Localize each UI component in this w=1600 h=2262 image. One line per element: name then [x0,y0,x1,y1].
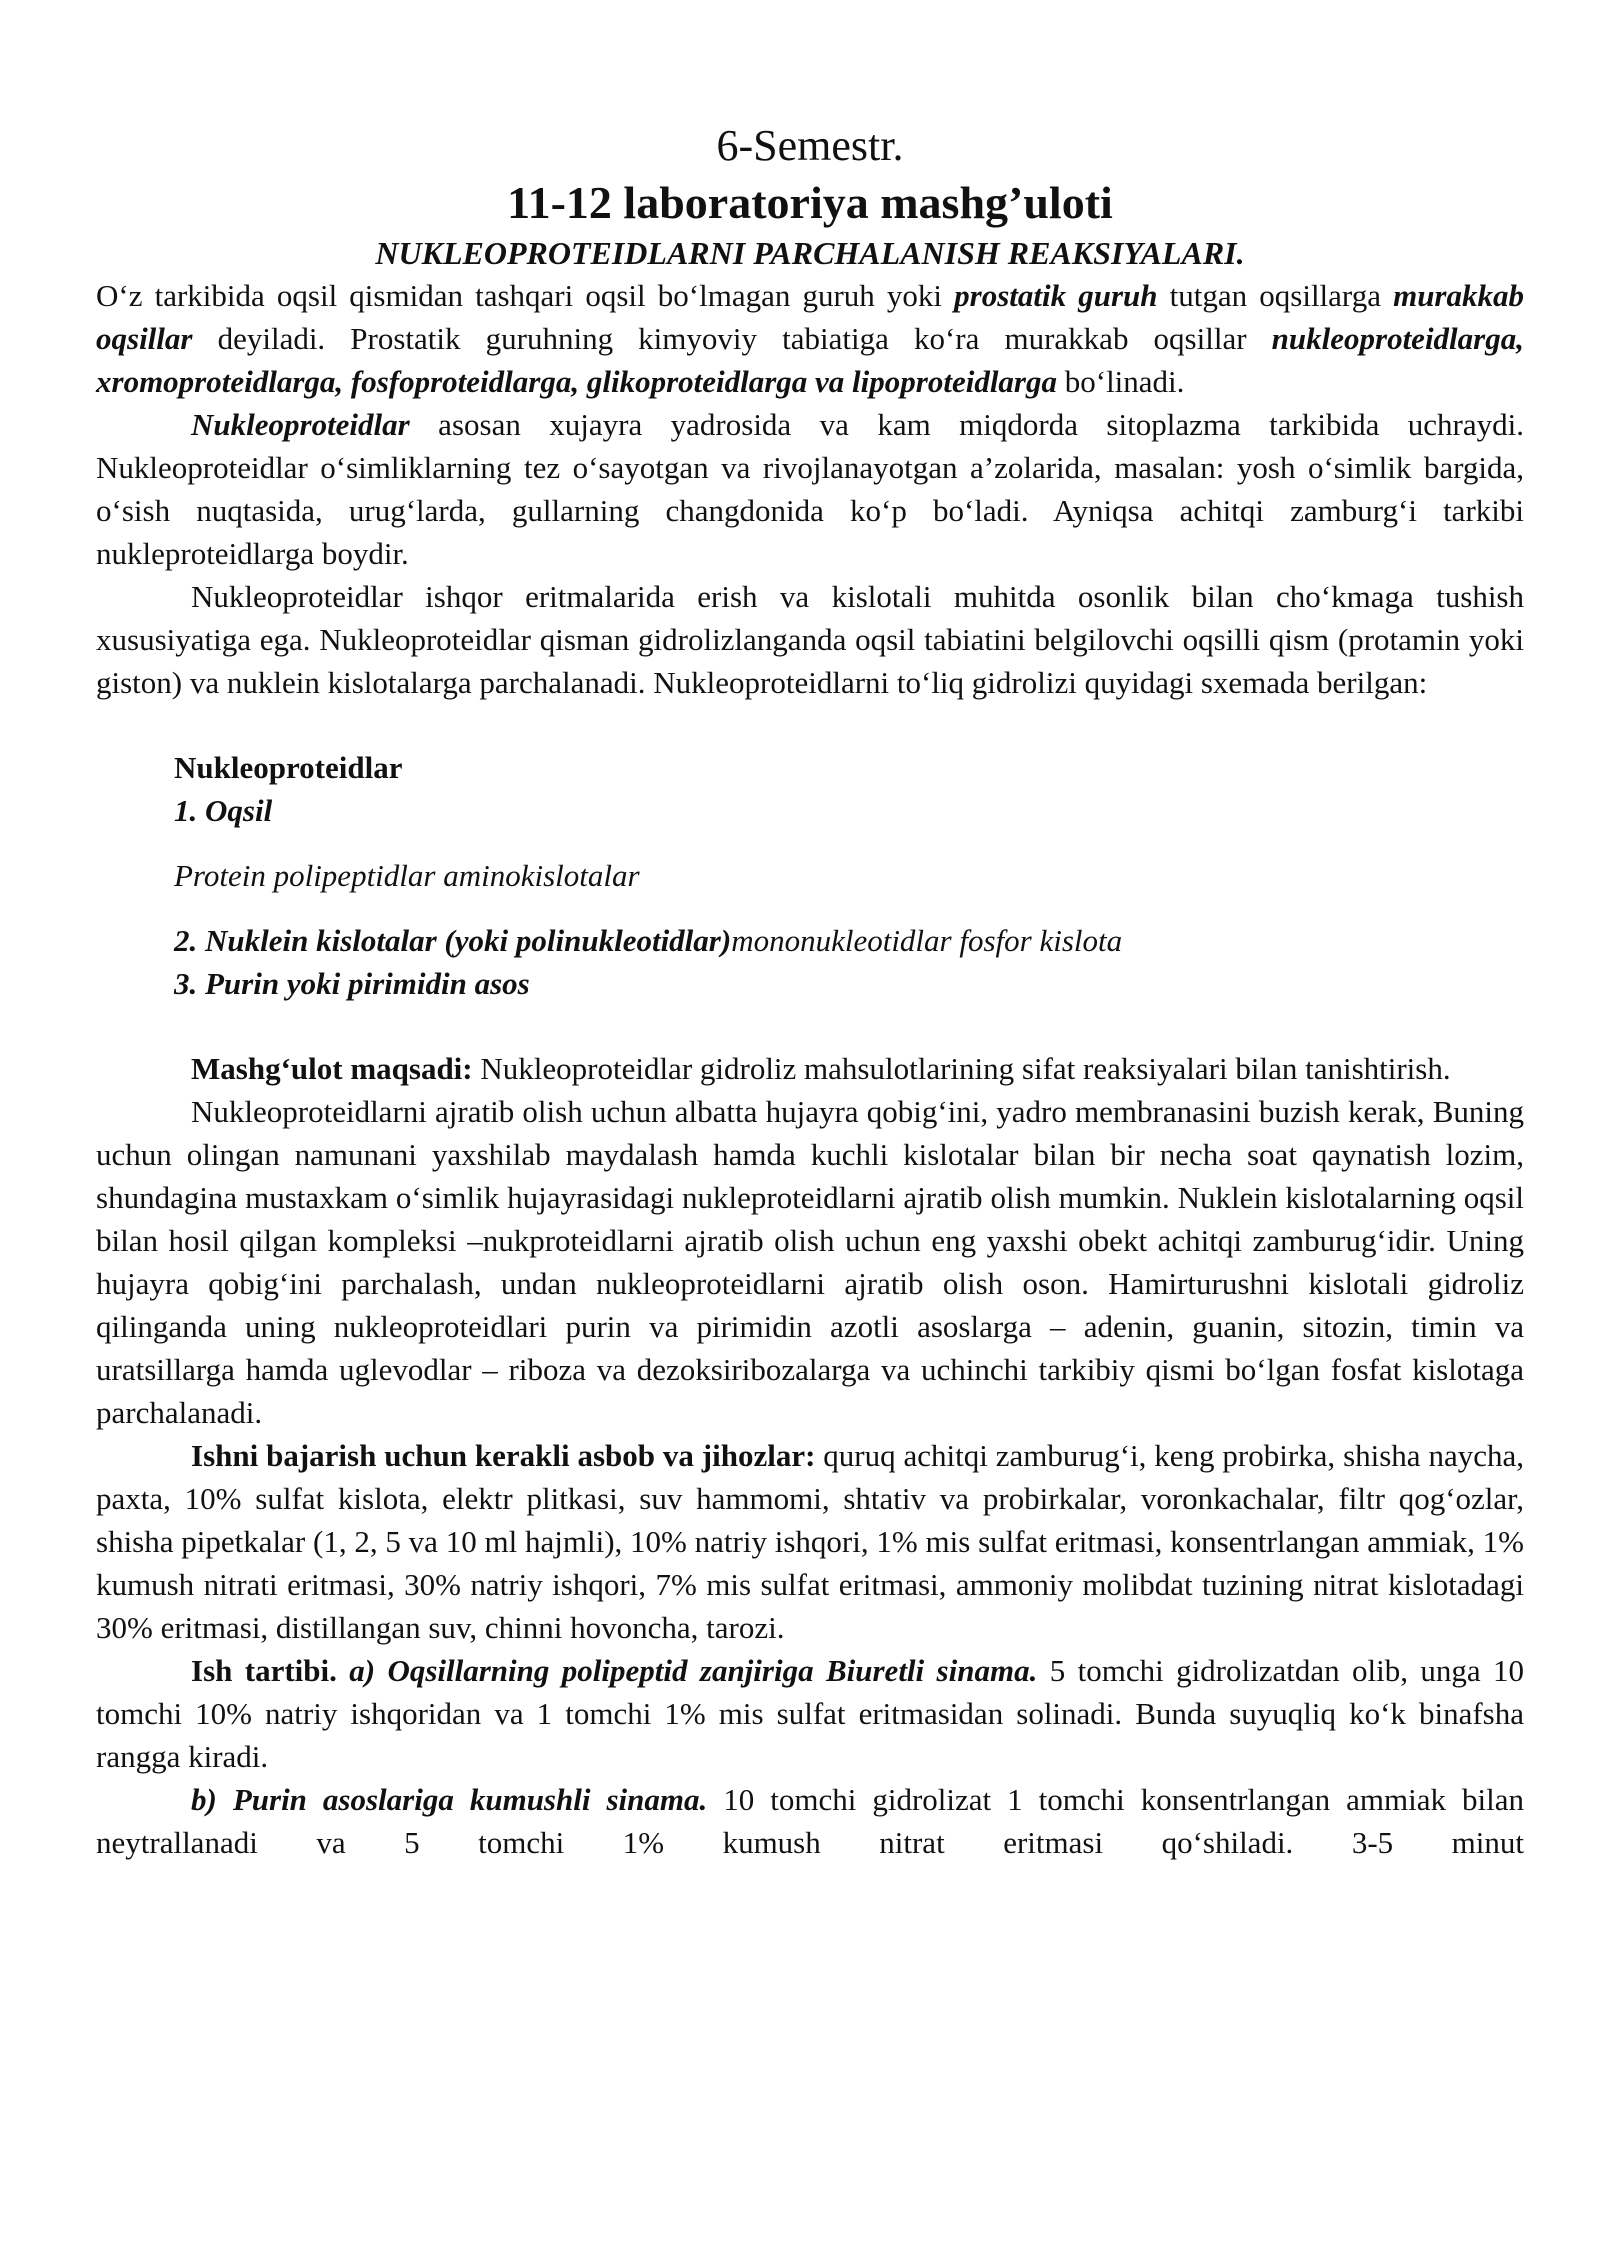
step-a-title: a) Oqsillarning polipeptid zanjiriga Biuretli sinama. [336,1653,1038,1688]
scheme-item-2-title: 2. Nuklein kislotalar (yoki polinukleotidlar) [174,923,732,958]
hydrolysis-scheme [174,746,1524,1005]
scheme-item-2-rest: mononukleotidlar fosfor kislota [731,923,1123,958]
scheme-item-1-sub: Protein polipeptidlar aminokislotalar [174,858,640,893]
intro-term-prostatik: prostatik guruh [954,278,1158,313]
equipment-label: Ishni bajarish uchun kerakli asbob va jihozlar: [191,1438,816,1473]
procedure-step-b [96,1778,1524,1864]
intro-text-1: O‘z tarkibida oqsil qismidan tashqari oqsil bo‘lmagan guruh yoki [96,278,955,313]
intro-text-2: tutgan oqsillarga [1157,278,1394,313]
goal-text: Nukleoproteidlar gidroliz mahsulotlarining sifat reaksiyalari bilan tanishtirish. [472,1051,1451,1086]
document-page [96,118,1524,1864]
equipment-paragraph [96,1434,1524,1649]
term-nukleoproteidlar: Nukleoproteidlar [191,407,410,442]
procedure-label: Ish tartibi. [191,1653,337,1688]
goal-paragraph [96,1047,1524,1090]
goal-label: Mashg‘ulot maqsadi: [191,1051,473,1086]
paragraph-isolation: Nukleoproteidlarni ajratib olish uchun albatta hujayra qobig‘ini, yadro membranasini buzish kerak, Buning uchun olingan namunani yaxshilab maydalash hamda kuchli kislotalar bilan bir necha soat qaynatish lozim, shundagina mustaxkam o‘simlik hujayrasidagi nukleproteidlarni ajratib olish mumkin. Nuklein kislotalarning oqsil bilan hosil qilgan kompleksi –nukproteidlarni ajratib olish uchun eng yaxshi obekt achitqi zamburug‘idir. Uning hujayra qobig‘ini parchalash, undan nukleoproteidlarni ajratib olish oson. Hamirturushni kislotali gidroliz qilinganda uning nukleoproteidlari purin va pirimidin azotli asoslarga – adenin, guanin, sitozin, timin va uratsillarga hamda uglevodlar – riboza va dezoksiribozalarga va uchinchi tarkibiy qismi bo‘lgan fosfat kislotaga parchalanadi. [96,1094,1524,1430]
semester-heading: 6-Semestr. [716,121,904,170]
procedure-step-a [96,1649,1524,1778]
scheme-item-3: 3. Purin yoki pirimidin asos [174,966,530,1001]
step-b-title: b) Purin asoslariga kumushli sinama. [191,1782,708,1817]
lab-subtitle: NUKLEOPROTEIDLARNI PARCHALANISH REAKSIYALARI. [375,235,1245,271]
intro-term-list: nukleoproteidlarga, xromoproteidlarga, fosfoproteidlarga, glikoproteidlarga va lipoproteidlarga [96,321,1524,399]
lab-title: 11-12 laboratoriya mashg’uloti [507,177,1113,228]
intro-text-4: bo‘linadi. [1057,364,1185,399]
paragraph-nucleoproteins-properties: Nukleoproteidlar ishqor eritmalarida erish va kislotali muhitda osonlik bilan cho‘kmaga tushish xususiyatiga ega. Nukleoproteidlar qisman gidrolizlanganda oqsil tabiatini belgilovchi oqsilli qism (protamin yoki giston) va nuklein kislotalarga parchalanadi. Nukleoproteidlarni to‘liq gidrolizi quyidagi sxemada berilgan: [96,579,1524,700]
step-b-text: 10 tomchi gidrolizat 1 tomchi konsentrlangan ammiak bilan neytrallanadi va 5 tomchi 1% kumush nitrat eritmasi qo‘shiladi. 3-5 minut [96,1782,1524,1860]
scheme-item-1: 1. Oqsil [174,793,273,828]
paragraph-nucleoproteins-location [96,403,1524,575]
step-a-text: 5 tomchi gidrolizatdan olib, unga 10 tomchi 10% natriy ishqoridan va 1 tomchi 1% mis sulfat eritmasidan solinadi. Bunda suyuqliq ko‘k binafsha rangga kiradi. [96,1653,1524,1774]
scheme-heading: Nukleoproteidlar [174,750,403,785]
para2-text: asosan xujayra yadrosida va kam miqdorda sitoplazma tarkibida uchraydi. Nukleoproteidlar o‘simliklarning tez o‘sayotgan va rivojlanayotgan a’zolarida, masalan: yosh o‘simlik bargida, o‘sish nuqtasida, urug‘larda, gullarning changdonida ko‘p bo‘ladi. Ayniqsa achitqi zamburg‘i tarkibi nukleproteidlarga boydir. [96,407,1524,571]
equipment-text: quruq achitqi zamburug‘i, keng probirka, shisha naycha, paxta, 10% sulfat kislota, elektr plitkasi, suv hammomi, shtativ va probirkalar, voronkachalar, filtr qog‘ozlar, shisha pipetkalar (1, 2, 5 va 10 ml hajmli), 10% natriy ishqori, 1% mis sulfat eritmasi, konsentrlangan ammiak, 1% kumush nitrati eritmasi, 30% natriy ishqori, 7% mis sulfat eritmasi, ammoniy molibdat tuzining nitrat kislotadagi 30% eritmasi, distillangan suv, chinni hovoncha, tarozi. [96,1438,1524,1645]
intro-term-murakkab: murakkab oqsillar [96,278,1524,356]
intro-paragraph [96,274,1524,403]
scheme-item-2 [174,919,1524,962]
intro-text-3: deyiladi. Prostatik guruhning kimyoviy tabiatiga ko‘ra murakkab oqsillar [192,321,1272,356]
